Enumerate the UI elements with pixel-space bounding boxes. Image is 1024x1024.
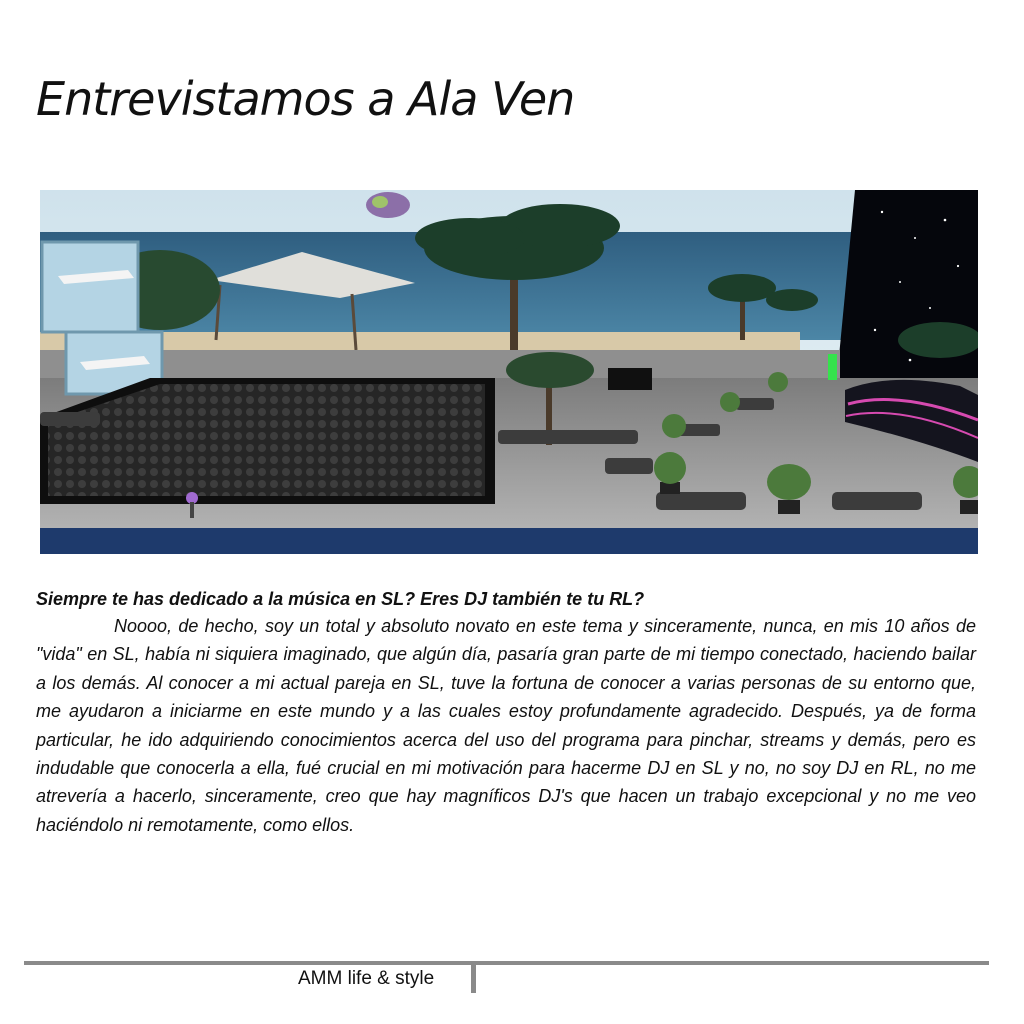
footer-publication-name: AMM life & style	[298, 968, 435, 989]
footer-divider	[24, 961, 989, 965]
interview-question: Siempre te has dedicado a la música en SL? Eres DJ también te tu RL?	[36, 589, 645, 609]
page-title: Entrevistamos a Ala Ven	[36, 72, 575, 126]
interview-article	[36, 586, 976, 839]
interview-answer: Noooo, de hecho, soy un total y absoluto novato en este tema y sinceramente, nunca, en mis 10 años de "vida" en SL, había ni siquiera imaginado, que algún día, pasaría gran parte de mi tiempo conectado, haciendo bailar a los demás. Al conocer a mi actual pareja en SL, tuve la fortuna de conocer a varias personas de su entorno que, me ayudaron a iniciarme en este mundo y a las cuales estoy profundamente agradecido. Después, ya de forma particular, he ido adquiriendo conocimientos acerca del uso del programa para pinchar, streams y demás, pero es indudable que conocerla a ella, fué crucial en mi motivación para hacerme DJ en SL y no, no soy DJ en RL, no me atrevería a hacerlo, sinceramente, creo que hay magníficos DJ's que hacen un trabajo excepcional y no me veo haciéndolo ni remotamente, como ellos.	[36, 616, 976, 835]
club-scene-image	[40, 190, 978, 554]
footer-divider-bar	[471, 964, 476, 993]
